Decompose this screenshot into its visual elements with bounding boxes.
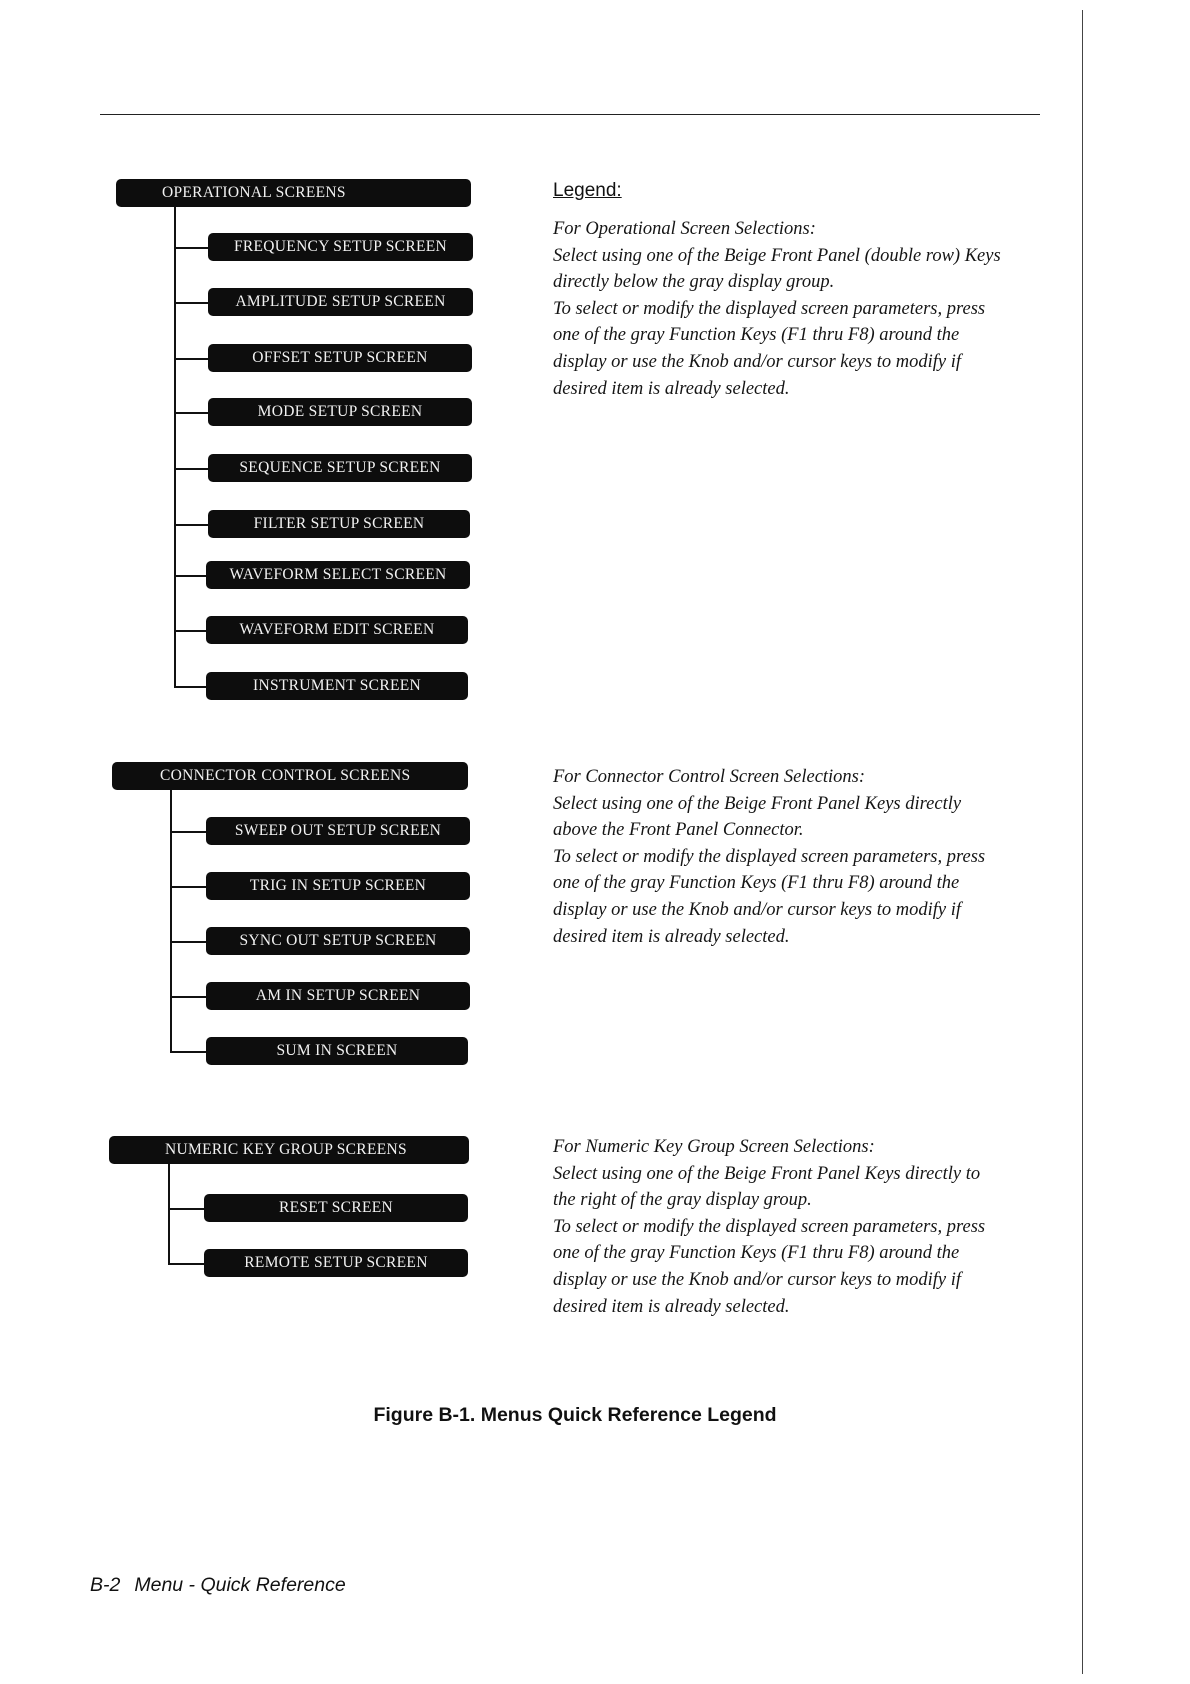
tree-branch bbox=[168, 1208, 206, 1210]
tree-branch bbox=[170, 996, 208, 998]
tree-trunk bbox=[170, 788, 172, 1051]
legend-title: Legend: bbox=[553, 180, 622, 201]
sync-out-setup-screen-item: SYNC OUT SETUP SCREEN bbox=[206, 927, 470, 955]
sum-in-screen-item: SUM IN SCREEN bbox=[206, 1037, 468, 1065]
instrument-screen-item: INSTRUMENT SCREEN bbox=[206, 672, 468, 700]
tree-branch bbox=[174, 630, 208, 632]
tree-branch bbox=[170, 831, 208, 833]
top-rule bbox=[100, 114, 1040, 115]
description-line: desired item is already selected. bbox=[553, 926, 790, 947]
amplitude-setup-screen-item: AMPLITUDE SETUP SCREEN bbox=[208, 288, 473, 316]
figure-caption: Figure B-1. Menus Quick Reference Legend bbox=[373, 1404, 777, 1426]
description-line: above the Front Panel Connector. bbox=[553, 820, 804, 841]
description-line: display or use the Knob and/or cursor keys to modify if bbox=[553, 1269, 961, 1290]
connector-control-screens-description bbox=[553, 764, 1053, 950]
description-line: display or use the Knob and/or cursor keys to modify if bbox=[553, 351, 961, 372]
description-line: display or use the Knob and/or cursor keys to modify if bbox=[553, 899, 961, 920]
connector-control-screens-heading: CONNECTOR CONTROL SCREENS bbox=[112, 762, 468, 790]
tree-branch bbox=[174, 358, 210, 360]
tree-trunk bbox=[174, 205, 176, 687]
description-line: directly below the gray display group. bbox=[553, 272, 835, 293]
description-line: Select using one of the Beige Front Panel Keys directly bbox=[553, 793, 962, 814]
description-line: one of the gray Function Keys (F1 thru F8) around the bbox=[553, 873, 960, 894]
operational-screens-heading: OPERATIONAL SCREENS bbox=[116, 179, 471, 207]
description-line: the right of the gray display group. bbox=[553, 1190, 812, 1211]
tree-branch bbox=[174, 302, 210, 304]
am-in-setup-screen-item: AM IN SETUP SCREEN bbox=[206, 982, 470, 1010]
tree-branch bbox=[174, 247, 210, 249]
tree-branch bbox=[168, 1263, 206, 1265]
sweep-out-setup-screen-item: SWEEP OUT SETUP SCREEN bbox=[206, 817, 470, 845]
reset-screen-item: RESET SCREEN bbox=[204, 1194, 468, 1222]
description-line: For Connector Control Screen Selections: bbox=[553, 767, 866, 787]
description-line: Select using one of the Beige Front Panel Keys directly to bbox=[553, 1163, 981, 1184]
waveform-select-screen-item: WAVEFORM SELECT SCREEN bbox=[206, 561, 470, 589]
page-footer bbox=[90, 1574, 346, 1597]
mode-setup-screen-item: MODE SETUP SCREEN bbox=[208, 398, 472, 426]
description-line: one of the gray Function Keys (F1 thru F8) around the bbox=[553, 325, 960, 346]
description-line: one of the gray Function Keys (F1 thru F8) around the bbox=[553, 1243, 960, 1264]
frequency-setup-screen-item: FREQUENCY SETUP SCREEN bbox=[208, 233, 473, 261]
description-line: To select or modify the displayed screen parameters, press bbox=[553, 1216, 986, 1237]
filter-setup-screen-item: FILTER SETUP SCREEN bbox=[208, 510, 470, 538]
description-line: For Operational Screen Selections: bbox=[553, 219, 816, 239]
tree-branch bbox=[174, 686, 208, 688]
numeric-key-group-screens-description bbox=[553, 1134, 1053, 1320]
tree-branch bbox=[170, 941, 208, 943]
trig-in-setup-screen-item: TRIG IN SETUP SCREEN bbox=[206, 872, 470, 900]
description-line: For Numeric Key Group Screen Selections: bbox=[553, 1137, 875, 1157]
description-line: desired item is already selected. bbox=[553, 1296, 790, 1317]
sequence-setup-screen-item: SEQUENCE SETUP SCREEN bbox=[208, 454, 472, 482]
tree-trunk bbox=[168, 1162, 170, 1264]
tree-branch bbox=[174, 412, 210, 414]
numeric-key-group-screens-heading: NUMERIC KEY GROUP SCREENS bbox=[109, 1136, 469, 1164]
description-line: Select using one of the Beige Front Panel (double row) Keys bbox=[553, 245, 1001, 266]
tree-branch bbox=[170, 1051, 208, 1053]
tree-branch bbox=[174, 575, 208, 577]
offset-setup-screen-item: OFFSET SETUP SCREEN bbox=[208, 344, 472, 372]
remote-setup-screen-item: REMOTE SETUP SCREEN bbox=[204, 1249, 468, 1277]
waveform-edit-screen-item: WAVEFORM EDIT SCREEN bbox=[206, 616, 468, 644]
description-line: To select or modify the displayed screen parameters, press bbox=[553, 298, 986, 319]
footer-section-title: Menu - Quick Reference bbox=[134, 1574, 346, 1596]
tree-branch bbox=[174, 524, 210, 526]
description-line: To select or modify the displayed screen parameters, press bbox=[553, 846, 986, 867]
page-number: B-2 bbox=[90, 1574, 121, 1596]
operational-screens-description bbox=[553, 216, 1053, 402]
description-line: desired item is already selected. bbox=[553, 378, 790, 399]
tree-branch bbox=[174, 468, 210, 470]
tree-branch bbox=[170, 886, 208, 888]
